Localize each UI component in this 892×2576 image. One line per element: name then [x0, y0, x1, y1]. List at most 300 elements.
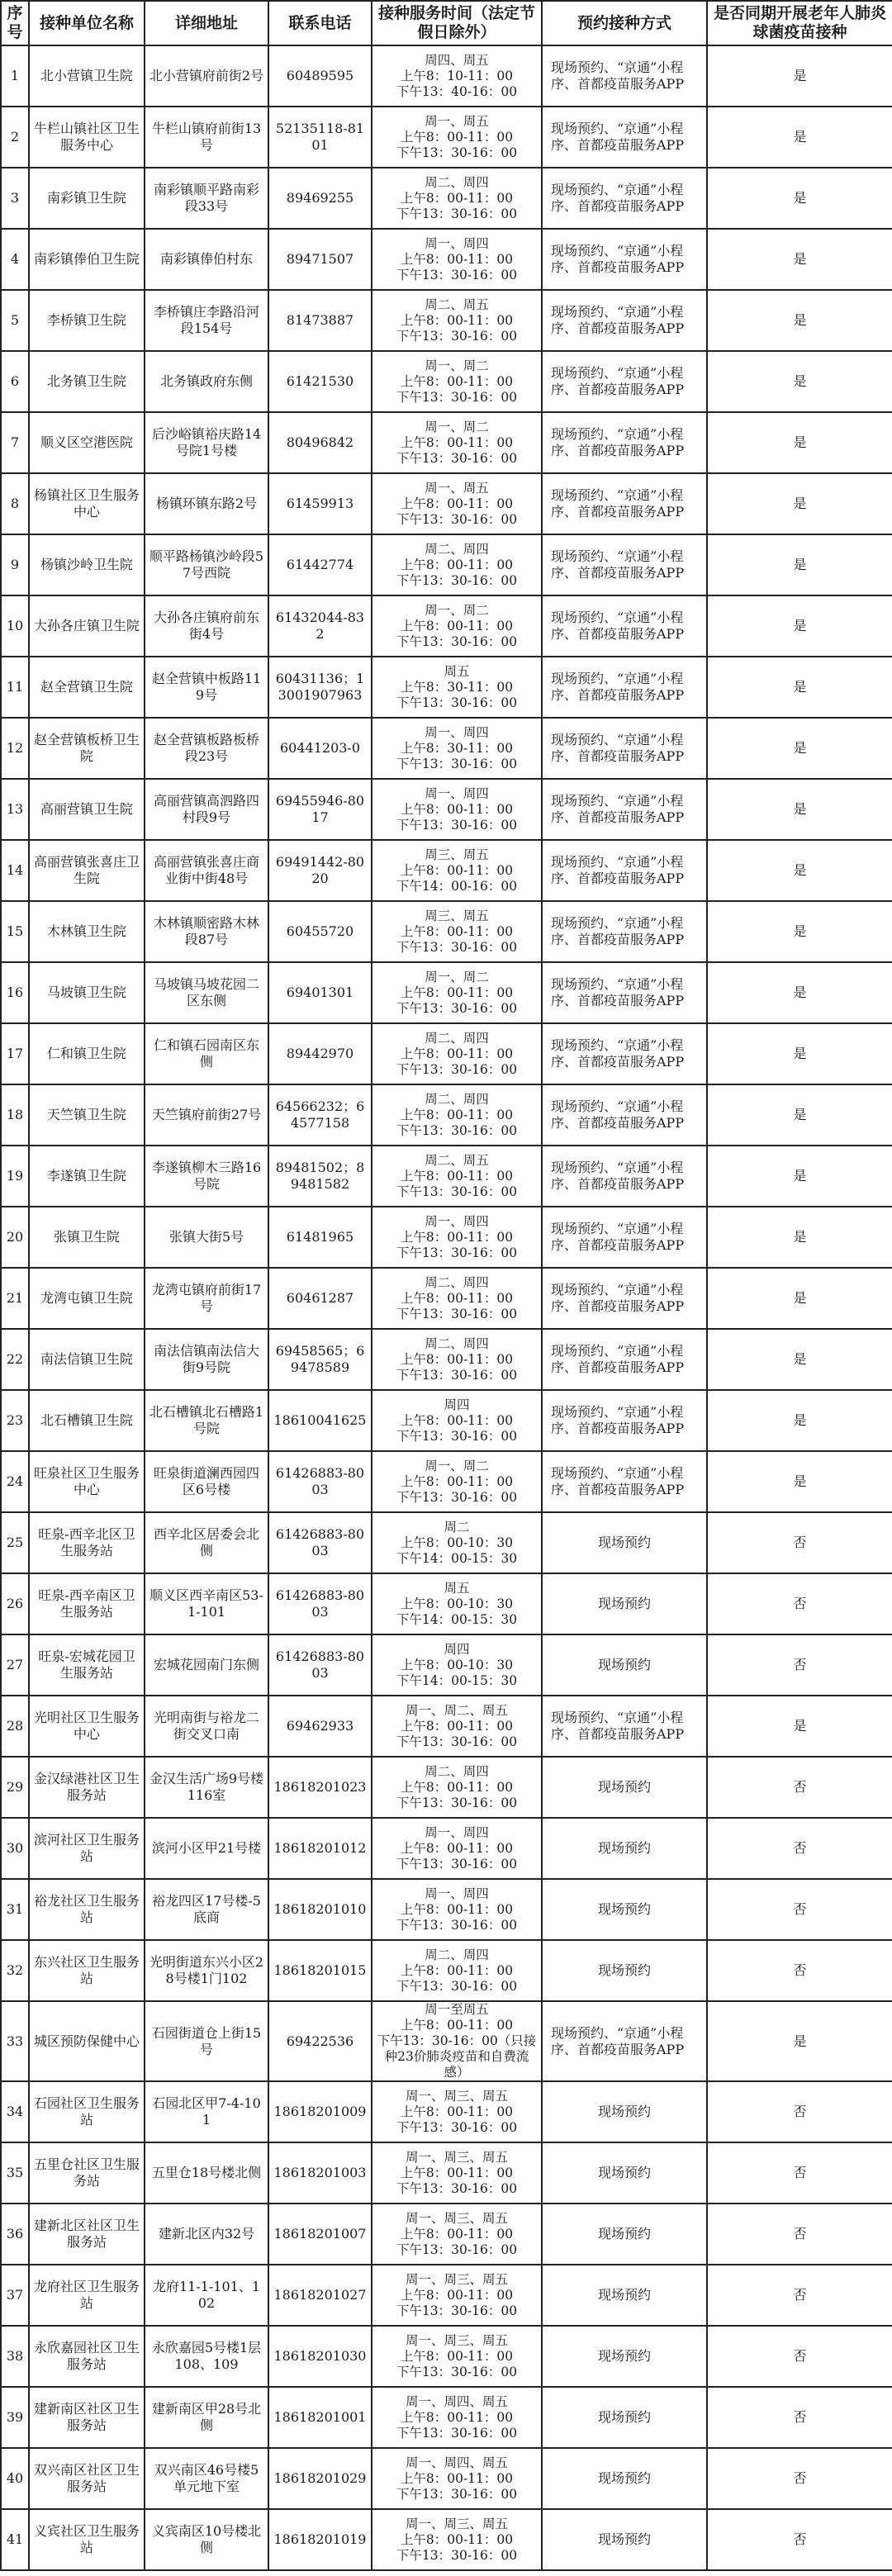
cell-unit-name	[29, 290, 145, 351]
cell-pneumococcal-line: 否	[793, 2287, 807, 2303]
cell-service-hours-line: 上午8：00-11：00	[400, 312, 514, 328]
cell-service-hours	[372, 779, 542, 840]
cell-booking-method-line: 现场预约	[597, 1962, 651, 1978]
cell-address-line: 李遂镇柳木三路16号院	[151, 1160, 262, 1192]
header-no: 序号	[1, 1, 29, 45]
table-row	[1, 718, 892, 779]
cell-no-line: 26	[6, 1596, 24, 1611]
cell-service-hours-line: 周三、周五	[425, 908, 489, 923]
cell-service-hours-line: 上午8：00-11：00	[400, 801, 514, 817]
cell-no	[1, 2448, 29, 2509]
cell-phone-line: 61421530	[286, 373, 354, 389]
cell-phone	[268, 168, 372, 229]
cell-no-line: 5	[10, 312, 20, 328]
cell-phone	[268, 1084, 372, 1146]
cell-phone-line: 18618201001	[273, 2409, 367, 2425]
cell-service-hours-line: 下午13：30-16：00	[396, 1367, 518, 1383]
cell-booking-method-line: 现场预约、“京通”小程序、首都疫苗服务APP	[551, 610, 685, 642]
cell-service-hours-line: 下午13：30-16：00	[396, 1978, 518, 1994]
cell-unit-name-line: 裕龙社区卫生服务站	[33, 1893, 140, 1925]
cell-phone	[268, 412, 372, 473]
cell-service-hours	[372, 2001, 542, 2081]
cell-address-line: 北务镇政府东侧	[159, 373, 253, 389]
cell-pneumococcal	[707, 1146, 892, 1207]
cell-booking-method	[542, 1757, 707, 1818]
cell-pneumococcal	[707, 1084, 892, 1146]
table-row	[1, 1634, 892, 1696]
cell-unit-name	[29, 840, 145, 901]
header-address: 详细地址	[145, 1, 268, 45]
cell-pneumococcal-line: 是	[793, 2033, 807, 2049]
cell-service-hours-line: 周二、周四	[425, 541, 489, 557]
cell-pneumococcal	[707, 840, 892, 901]
cell-service-hours	[372, 229, 542, 290]
cell-pneumococcal-line: 是	[793, 251, 807, 267]
cell-unit-name-line: 南彩镇俸伯卫生院	[33, 251, 140, 267]
cell-service-hours-line: 周二、周四	[425, 1947, 489, 1962]
cell-no	[1, 2001, 29, 2081]
cell-address	[145, 290, 268, 351]
cell-unit-name-line: 五里仓社区卫生服务站	[33, 2156, 140, 2189]
cell-service-hours	[372, 962, 542, 1023]
table-row	[1, 1818, 892, 1879]
cell-no-line: 40	[6, 2470, 24, 2486]
cell-address-line: 顺平路杨镇沙岭段57号西院	[149, 548, 264, 581]
cell-address-line: 裕龙四区17号楼-5底商	[152, 1893, 261, 1925]
cell-booking-method-line: 现场预约	[597, 2409, 651, 2425]
cell-booking-method	[542, 1023, 707, 1084]
cell-phone	[268, 901, 372, 962]
cell-no	[1, 1023, 29, 1084]
cell-phone-line: 18618201019	[273, 2531, 367, 2547]
cell-unit-name	[29, 534, 145, 595]
cell-unit-name-line: 高丽营镇卫生院	[40, 801, 133, 817]
cell-booking-method-line: 现场预约、“京通”小程序、首都疫苗服务APP	[551, 793, 685, 825]
cell-booking-method-line: 现场预约、“京通”小程序、首都疫苗服务APP	[551, 2024, 685, 2057]
cell-service-hours-line: 周一至周五	[425, 2002, 489, 2017]
cell-phone	[268, 2081, 372, 2142]
cell-unit-name-line: 石园社区卫生服务站	[33, 2095, 140, 2128]
cell-no-line: 36	[6, 2226, 24, 2242]
cell-no-line: 3	[10, 190, 20, 206]
cell-booking-method	[542, 2509, 707, 2570]
cell-booking-method	[542, 1268, 707, 1329]
cell-phone-line: 18618201023	[273, 1779, 367, 1795]
table-row	[1, 1268, 892, 1329]
header-phone: 联系电话	[268, 1, 372, 45]
cell-pneumococcal-line: 是	[793, 1107, 807, 1122]
cell-address-line: 光明街道东兴小区28号楼1门102	[149, 1954, 264, 1986]
cell-service-hours-line: 下午13：30-16：00（只接种23价肺炎疫苗和自费流感）	[377, 2033, 537, 2080]
cell-booking-method-line: 现场预约	[597, 2470, 651, 2486]
cell-address-line: 义宾南区10号楼北侧	[151, 2523, 262, 2555]
cell-address	[145, 1818, 268, 1879]
cell-service-hours-line: 周二、周四	[425, 174, 489, 190]
cell-address-line: 顺义区西辛南区53-1-101	[149, 1587, 263, 1620]
cell-service-hours-line: 周一、周四	[425, 785, 489, 801]
cell-service-hours-line: 上午8：00-11：00	[400, 1168, 514, 1184]
cell-service-hours	[372, 840, 542, 901]
cell-service-hours-line: 周一、周二	[425, 969, 489, 984]
table-row	[1, 351, 892, 412]
cell-service-hours	[372, 351, 542, 412]
cell-phone	[268, 45, 372, 107]
cell-address	[145, 1940, 268, 2001]
cell-unit-name-line: 杨镇社区卫生服务中心	[33, 487, 140, 519]
cell-service-hours-line: 周一、周三、周五	[405, 2210, 508, 2226]
cell-address	[145, 1023, 268, 1084]
cell-unit-name	[29, 2387, 145, 2448]
cell-unit-name-line: 建新北区社区卫生服务站	[33, 2218, 140, 2250]
cell-pneumococcal-line: 是	[793, 496, 807, 511]
cell-no	[1, 2387, 29, 2448]
cell-no-line: 18	[6, 1107, 24, 1122]
cell-booking-method-line: 现场预约	[597, 1840, 651, 1856]
cell-service-hours-line: 下午13：30-16：00	[396, 1061, 518, 1077]
cell-address-line: 赵全营镇中板路119号	[151, 671, 262, 703]
table-row	[1, 412, 892, 473]
cell-service-hours-line: 周二、周五	[425, 1152, 489, 1168]
cell-pneumococcal-line: 是	[793, 1351, 807, 1367]
cell-service-hours-line: 周一、周四	[425, 1886, 489, 1901]
cell-service-hours	[372, 107, 542, 168]
cell-booking-method-line: 现场预约	[597, 2104, 651, 2119]
cell-phone	[268, 2204, 372, 2265]
cell-service-hours	[372, 2081, 542, 2142]
header-unit-name: 接种单位名称	[29, 1, 145, 45]
cell-service-hours-line: 下午13：30-16：00	[396, 939, 518, 955]
cell-address	[145, 534, 268, 595]
table-row	[1, 2509, 892, 2570]
cell-service-hours-line: 上午8：00-11：00	[400, 2165, 514, 2180]
cell-address-line: 西辛北区居委会北侧	[153, 1526, 259, 1558]
cell-pneumococcal	[707, 1390, 892, 1451]
cell-phone-line: 18618201010	[273, 1901, 367, 1917]
cell-no	[1, 1268, 29, 1329]
cell-booking-method-line: 现场预约、“京通”小程序、首都疫苗服务APP	[551, 1710, 685, 1742]
table-body	[1, 45, 892, 2570]
cell-address	[145, 1757, 268, 1818]
cell-unit-name	[29, 1757, 145, 1818]
cell-pneumococcal	[707, 229, 892, 290]
cell-phone	[268, 2448, 372, 2509]
cell-booking-method-line: 现场预约、“京通”小程序、首都疫苗服务APP	[551, 671, 685, 703]
cell-service-hours-line: 周五	[444, 1580, 470, 1596]
cell-no-line: 39	[6, 2409, 24, 2425]
cell-service-hours-line: 周一、周四	[425, 1213, 489, 1229]
cell-pneumococcal	[707, 351, 892, 412]
table-row	[1, 962, 892, 1023]
table-row	[1, 290, 892, 351]
cell-service-hours	[372, 168, 542, 229]
cell-address-line: 李桥镇庄李路沿河段154号	[153, 304, 259, 336]
cell-pneumococcal-line: 是	[793, 679, 807, 695]
cell-pneumococcal	[707, 1696, 892, 1757]
cell-no-line: 35	[6, 2165, 24, 2180]
cell-unit-name	[29, 2326, 145, 2387]
cell-booking-method-line: 现场预约、“京通”小程序、首都疫苗服务APP	[551, 915, 685, 947]
table-row	[1, 2448, 892, 2509]
cell-service-hours-line: 上午8：00-11：00	[400, 1473, 514, 1489]
cell-service-hours-line: 下午13：30-16：00	[396, 1734, 518, 1749]
cell-pneumococcal-line: 是	[793, 1290, 807, 1306]
cell-booking-method	[542, 1084, 707, 1146]
cell-service-hours-line: 周二、周四	[425, 1274, 489, 1290]
cell-no-line: 21	[6, 1290, 24, 1306]
cell-service-hours-line: 周五	[444, 663, 470, 679]
cell-phone	[268, 2001, 372, 2081]
cell-booking-method-line: 现场预约	[597, 2531, 651, 2547]
cell-no-line: 6	[10, 373, 20, 389]
cell-no	[1, 229, 29, 290]
cell-pneumococcal	[707, 2326, 892, 2387]
cell-service-hours-line: 下午13：30-16：00	[396, 389, 518, 405]
cell-phone-line: 60441203-0	[279, 740, 361, 756]
cell-pneumococcal-line: 是	[793, 984, 807, 1000]
cell-service-hours-line: 周四	[444, 1641, 470, 1657]
table-row	[1, 1390, 892, 1451]
cell-service-hours	[372, 718, 542, 779]
cell-pneumococcal-line: 是	[793, 1168, 807, 1184]
cell-unit-name	[29, 1573, 145, 1634]
cell-unit-name-line: 东兴社区卫生服务站	[33, 1954, 140, 1986]
cell-address-line: 龙府11-1-101、102	[152, 2279, 261, 2311]
cell-booking-method	[542, 2142, 707, 2204]
cell-unit-name	[29, 2001, 145, 2081]
cell-phone-line: 61426883-8003	[275, 1465, 365, 1497]
table-row	[1, 229, 892, 290]
cell-phone	[268, 718, 372, 779]
cell-unit-name	[29, 1207, 145, 1268]
cell-booking-method-line: 现场预约、“京通”小程序、首都疫苗服务APP	[551, 1098, 685, 1131]
cell-address	[145, 718, 268, 779]
cell-booking-method-line: 现场预约、“京通”小程序、首都疫苗服务APP	[551, 1404, 685, 1436]
cell-phone-line: 61426883-8003	[275, 1587, 365, 1620]
cell-service-hours-line: 下午13：40-16：00	[396, 83, 518, 99]
cell-no	[1, 2142, 29, 2204]
cell-service-hours-line: 上午8：00-11：00	[400, 1718, 514, 1734]
table-row	[1, 840, 892, 901]
cell-unit-name-line: 南彩镇卫生院	[46, 190, 126, 206]
cell-unit-name	[29, 473, 145, 534]
cell-no	[1, 1940, 29, 2001]
cell-no-line: 13	[6, 801, 24, 817]
cell-phone	[268, 1940, 372, 2001]
cell-address	[145, 2001, 268, 2081]
cell-no-line: 4	[10, 251, 20, 267]
cell-booking-method	[542, 2387, 707, 2448]
cell-pneumococcal-line: 是	[793, 1046, 807, 1061]
cell-phone-line: 61481965	[286, 1229, 354, 1245]
cell-service-hours	[372, 2265, 542, 2326]
cell-pneumococcal-line: 是	[793, 190, 807, 206]
cell-booking-method	[542, 1879, 707, 1940]
cell-booking-method-line: 现场预约	[597, 1901, 651, 1917]
cell-address-line: 龙湾屯镇府前街17号	[151, 1282, 262, 1314]
cell-phone-line: 18618201015	[273, 1962, 367, 1978]
cell-service-hours-line: 上午8：00-11：00	[400, 2409, 514, 2425]
cell-service-hours	[372, 2387, 542, 2448]
cell-unit-name-line: 大孙各庄镇卫生院	[33, 618, 140, 633]
cell-service-hours	[372, 1207, 542, 1268]
cell-unit-name	[29, 45, 145, 107]
cell-service-hours	[372, 1512, 542, 1573]
cell-phone	[268, 2509, 372, 2570]
cell-address	[145, 1696, 268, 1757]
cell-address	[145, 657, 268, 718]
table-row	[1, 2081, 892, 2142]
table-row	[1, 2265, 892, 2326]
cell-no-line: 8	[10, 496, 20, 511]
cell-booking-method	[542, 1573, 707, 1634]
cell-phone-line: 81473887	[286, 312, 354, 328]
cell-service-hours-line: 上午8：00-10：30	[400, 1535, 514, 1550]
cell-no-line: 25	[6, 1535, 24, 1550]
cell-service-hours	[372, 901, 542, 962]
cell-no	[1, 1757, 29, 1818]
cell-pneumococcal-line: 是	[793, 801, 807, 817]
cell-pneumococcal	[707, 1268, 892, 1329]
cell-no	[1, 1451, 29, 1512]
cell-service-hours-line: 上午8：00-11：00	[400, 1901, 514, 1917]
cell-booking-method	[542, 718, 707, 779]
cell-service-hours-line: 下午13：30-16：00	[396, 1856, 518, 1872]
cell-pneumococcal-line: 否	[793, 2470, 807, 2486]
cell-unit-name	[29, 1634, 145, 1696]
cell-booking-method-line: 现场预约	[597, 2165, 651, 2180]
cell-phone-line: 61459913	[286, 496, 354, 511]
cell-booking-method-line: 现场预约、“京通”小程序、首都疫苗服务APP	[551, 976, 685, 1008]
cell-phone	[268, 107, 372, 168]
cell-phone	[268, 1634, 372, 1696]
cell-booking-method	[542, 2081, 707, 2142]
cell-phone	[268, 1023, 372, 1084]
cell-no-line: 2	[10, 129, 20, 145]
cell-phone-line: 61442774	[286, 557, 354, 572]
cell-booking-method-line: 现场预约、“京通”小程序、首都疫苗服务APP	[551, 304, 685, 336]
table-row	[1, 1512, 892, 1573]
cell-pneumococcal	[707, 412, 892, 473]
cell-pneumococcal	[707, 595, 892, 657]
cell-phone	[268, 290, 372, 351]
cell-service-hours	[372, 2204, 542, 2265]
cell-unit-name-line: 龙府社区卫生服务站	[33, 2279, 140, 2311]
cell-booking-method	[542, 107, 707, 168]
cell-no	[1, 1329, 29, 1390]
cell-address-line: 北石槽镇北石槽路1号院	[149, 1404, 264, 1436]
cell-booking-method	[542, 1634, 707, 1696]
cell-phone	[268, 1573, 372, 1634]
cell-service-hours-line: 上午8：00-11：00	[400, 434, 514, 450]
cell-address-line: 石园街道仓上街15号	[151, 2024, 262, 2057]
cell-unit-name	[29, 2448, 145, 2509]
cell-service-hours-line: 上午8：00-11：00	[400, 1412, 514, 1428]
cell-no-line: 17	[6, 1046, 24, 1061]
cell-pneumococcal-line: 否	[793, 2348, 807, 2364]
cell-address-line: 南彩镇俸伯村东	[159, 251, 253, 267]
cell-unit-name	[29, 1329, 145, 1390]
cell-unit-name-line: 光明社区卫生服务中心	[33, 1710, 140, 1742]
cell-phone	[268, 1390, 372, 1451]
table-row	[1, 2142, 892, 2204]
cell-service-hours-line: 下午13：30-16：00	[396, 1917, 518, 1933]
cell-pneumococcal	[707, 1207, 892, 1268]
cell-service-hours	[372, 1329, 542, 1390]
cell-booking-method-line: 现场预约、“京通”小程序、首都疫苗服务APP	[551, 1037, 685, 1070]
cell-unit-name-line: 仁和镇卫生院	[46, 1046, 126, 1061]
cell-service-hours	[372, 45, 542, 107]
cell-address	[145, 595, 268, 657]
cell-address	[145, 962, 268, 1023]
cell-unit-name	[29, 2265, 145, 2326]
cell-unit-name	[29, 1696, 145, 1757]
cell-phone-line: 89469255	[286, 190, 354, 206]
cell-service-hours-line: 上午8：00-10：30	[400, 1596, 514, 1611]
cell-no	[1, 1573, 29, 1634]
cell-address	[145, 1879, 268, 1940]
cell-unit-name	[29, 595, 145, 657]
cell-booking-method-line: 现场预约、“京通”小程序、首都疫苗服务APP	[551, 59, 685, 92]
cell-address	[145, 168, 268, 229]
table-header-row	[1, 1, 892, 45]
cell-pneumococcal	[707, 534, 892, 595]
cell-unit-name	[29, 1084, 145, 1146]
cell-address-line: 高丽营镇张喜庄商业街中街48号	[153, 854, 259, 886]
cell-booking-method	[542, 534, 707, 595]
cell-service-hours-line: 上午8：00-11：00	[400, 2226, 514, 2242]
cell-unit-name	[29, 351, 145, 412]
cell-unit-name	[29, 718, 145, 779]
cell-phone-line: 69422536	[286, 2033, 354, 2049]
cell-pneumococcal-line: 否	[793, 1779, 807, 1795]
cell-pneumococcal	[707, 1940, 892, 2001]
table-row	[1, 1879, 892, 1940]
cell-pneumococcal-line: 否	[793, 1535, 807, 1550]
cell-no-line: 11	[6, 679, 24, 695]
cell-service-hours-line: 下午13：30-16：00	[396, 2180, 518, 2196]
cell-address-line: 金汉生活广场9号楼116室	[149, 1771, 264, 1803]
cell-unit-name-line: 李桥镇卫生院	[46, 312, 126, 328]
cell-address-line: 永欣嘉园5号楼1层108、109	[151, 2340, 262, 2372]
cell-address	[145, 840, 268, 901]
cell-booking-method-line: 现场预约、“京通”小程序、首都疫苗服务APP	[551, 426, 685, 458]
cell-address-line: 牛栏山镇府前街13号	[151, 121, 262, 153]
cell-unit-name	[29, 1940, 145, 2001]
cell-booking-method	[542, 229, 707, 290]
cell-service-hours-line: 周一、周五	[425, 113, 489, 129]
cell-phone-line: 69455946-8017	[275, 793, 365, 825]
cell-no-line: 29	[6, 1779, 24, 1795]
cell-phone	[268, 840, 372, 901]
cell-service-hours-line: 下午13：30-16：00	[396, 1428, 518, 1444]
cell-service-hours-line: 下午13：30-16：00	[396, 1489, 518, 1505]
cell-address-line: 张镇大街5号	[168, 1229, 244, 1245]
cell-address-line: 建新北区内32号	[158, 2226, 255, 2242]
cell-booking-method-line: 现场预约	[597, 2226, 651, 2242]
cell-unit-name	[29, 2142, 145, 2204]
cell-service-hours-line: 下午13：30-16：00	[396, 2364, 518, 2379]
cell-address	[145, 1512, 268, 1573]
cell-phone-line: 89481502；89481582	[275, 1160, 365, 1192]
cell-service-hours-line: 上午8：00-11：00	[400, 129, 514, 145]
cell-service-hours	[372, 1451, 542, 1512]
cell-phone	[268, 2326, 372, 2387]
cell-service-hours-line: 下午14：00-15：30	[396, 1672, 518, 1688]
cell-service-hours	[372, 1634, 542, 1696]
cell-pneumococcal	[707, 2509, 892, 2570]
cell-service-hours-line: 周一、周二	[425, 419, 489, 434]
cell-address	[145, 1634, 268, 1696]
